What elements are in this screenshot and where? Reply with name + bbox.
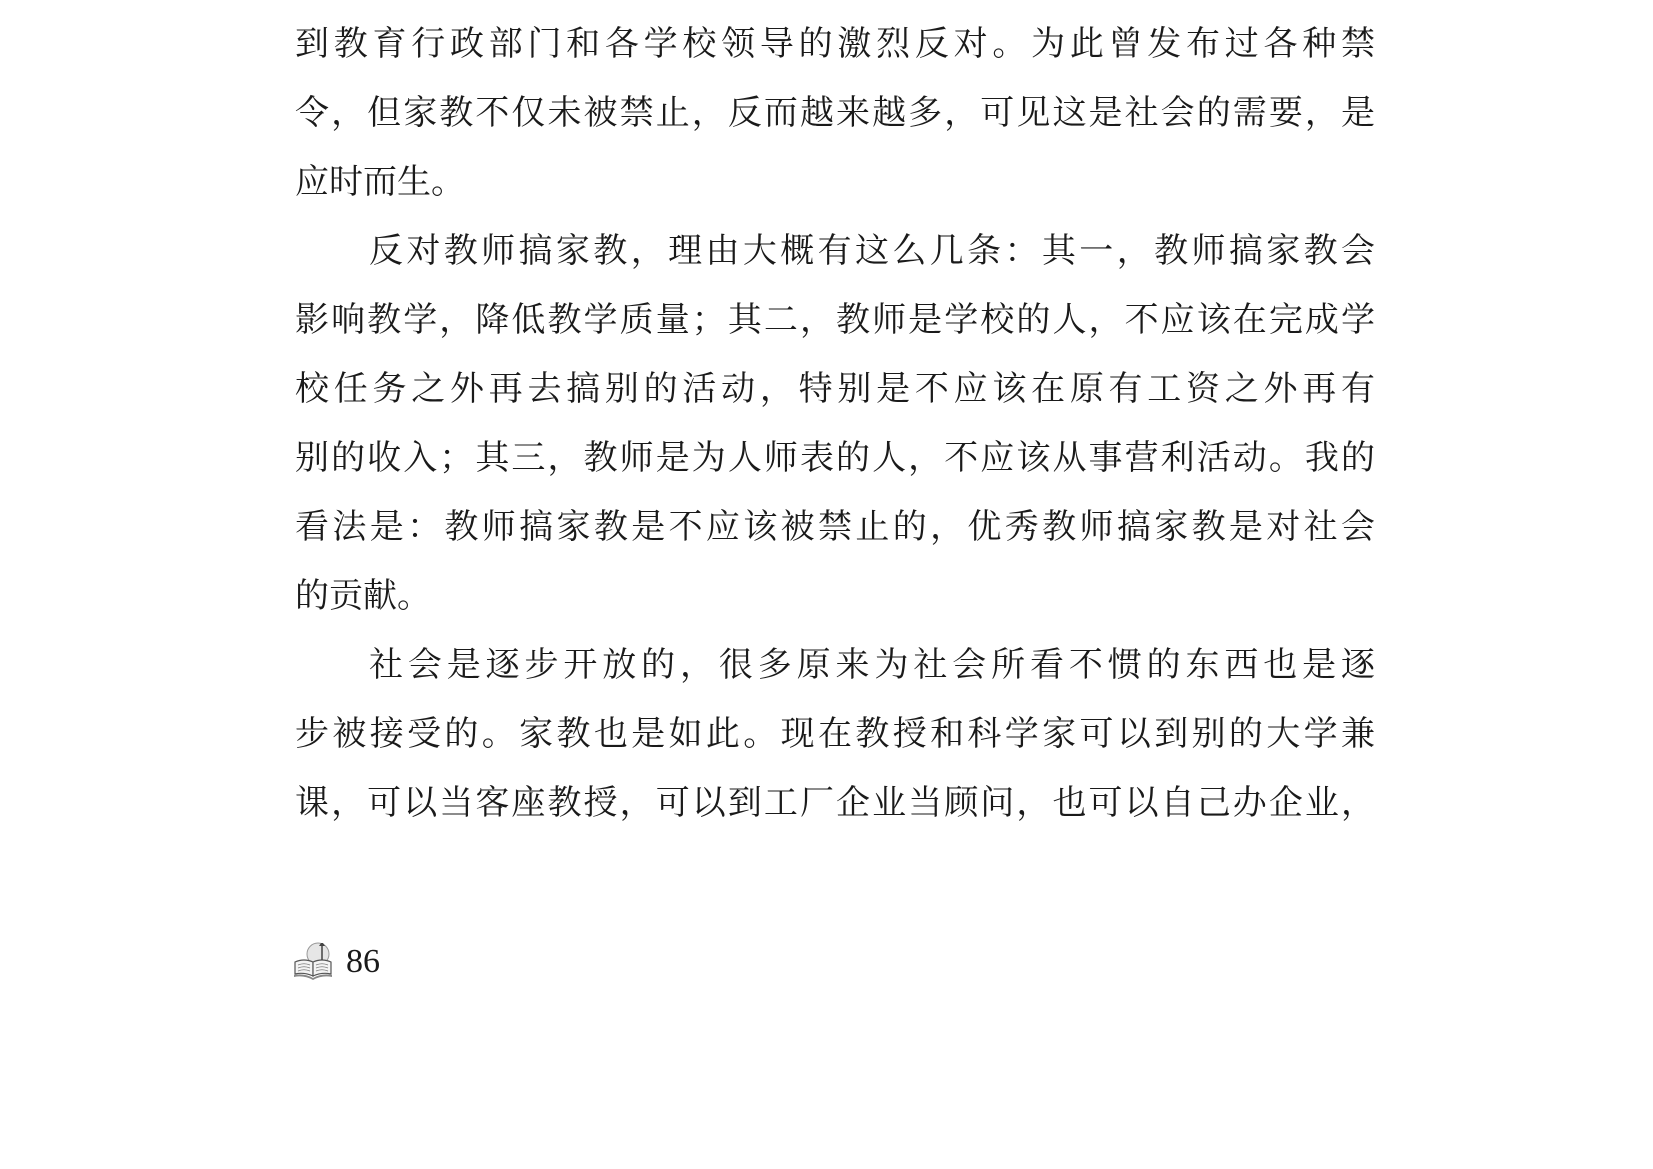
text-line: 步被接受的。家教也是如此。现在教授和科学家可以到别的大学兼 [295,714,1375,754]
text-line: 令，但家教不仅未被禁止，反而越来越多，可见这是社会的需要，是 [295,93,1375,133]
text-line: 应时而生。 [295,162,465,202]
text-line: 课，可以当客座教授，可以到工厂企业当顾问，也可以自己办企业， [295,783,1375,823]
text-line: 影响教学，降低教学质量；其二，教师是学校的人，不应该在完成学 [295,300,1375,340]
book-icon [292,940,336,984]
text-line: 别的收入；其三，教师是为人师表的人，不应该从事营利活动。我的 [295,438,1375,478]
text-line: 的贡献。 [295,576,431,616]
text-line: 看法是：教师搞家教是不应该被禁止的，优秀教师搞家教是对社会 [295,507,1375,547]
page-number: 86 [346,943,380,980]
body-text [295,10,1375,838]
text-line: 到教育行政部门和各学校领导的激烈反对。为此曾发布过各种禁 [295,24,1375,64]
text-line: 社会是逐步开放的，很多原来为社会所看不惯的东西也是逐 [369,645,1375,685]
text-line: 反对教师搞家教，理由大概有这么几条：其一，教师搞家教会 [369,231,1375,271]
page-footer [292,940,380,984]
text-line: 校任务之外再去搞别的活动，特别是不应该在原有工资之外再有 [295,369,1375,409]
